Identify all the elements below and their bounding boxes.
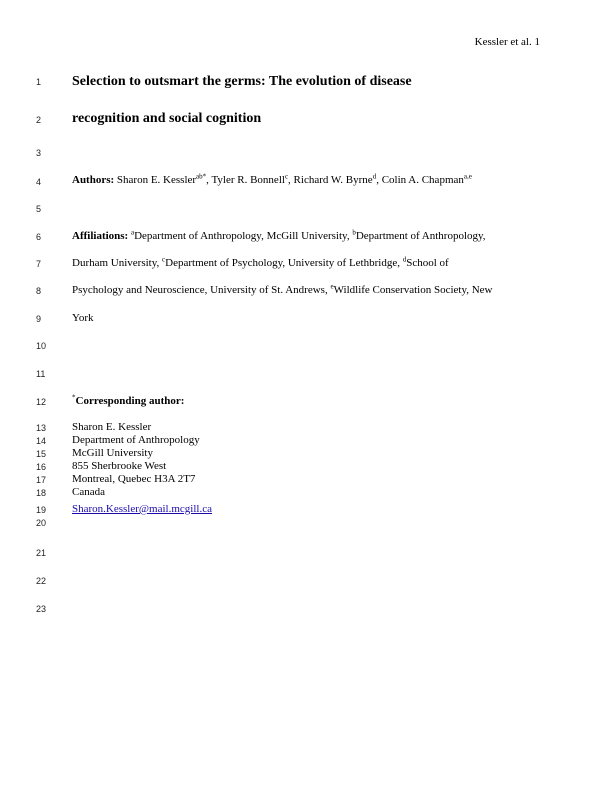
address-line: McGill University <box>72 447 153 459</box>
affiliation-mark: e <box>330 282 334 291</box>
corresponding-author-heading <box>72 395 184 407</box>
line-number: 10 <box>36 341 47 351</box>
affiliation-mark: a <box>130 228 135 237</box>
affiliation-text: Department of Anthropology, <box>355 230 486 242</box>
line-number: 6 <box>36 232 42 242</box>
address-line: Montreal, Quebec H3A 2T7 <box>72 473 196 485</box>
author-name: , Tyler R. Bonnell <box>206 174 285 186</box>
author-name: , Colin A. Chapman <box>376 174 464 186</box>
affiliation-mark: d <box>402 255 407 264</box>
affiliations-line-3 <box>72 284 493 296</box>
line-number: 16 <box>36 462 47 472</box>
affiliation-text: Wildlife Conservation Society, New <box>333 284 493 296</box>
line-number: 15 <box>36 449 47 459</box>
affiliation-text: Psychology and Neuroscience, University of St. Andrews, <box>72 284 331 296</box>
line-number: 11 <box>36 369 46 379</box>
line-number: 7 <box>36 259 42 269</box>
author-affiliation-mark: a,e <box>463 172 472 181</box>
affiliation-text: Durham University, <box>72 257 163 269</box>
line-number: 22 <box>36 576 47 586</box>
line-number: 21 <box>36 548 47 558</box>
authors-label: Authors: <box>72 174 115 186</box>
line-number: 1 <box>36 77 42 87</box>
corresponding-author-label: Corresponding author: <box>75 395 185 407</box>
line-number: 20 <box>36 518 47 528</box>
line-number: 8 <box>36 286 42 296</box>
affiliations-label: Affiliations: <box>72 230 129 242</box>
author-affiliation-mark: c <box>284 172 289 181</box>
line-number: 14 <box>36 436 47 446</box>
paper-title-line-1: Selection to outsmart the germs: The evolution of disease <box>72 74 412 89</box>
address-line: 855 Sherbrooke West <box>72 460 167 472</box>
line-number: 4 <box>36 177 42 187</box>
author-affiliation-mark: d <box>372 172 377 181</box>
address-line: Department of Anthropology <box>72 434 200 446</box>
running-head: Kessler et al. 1 <box>474 36 540 48</box>
corresponding-star: * <box>72 393 76 402</box>
paper-title-line-2: recognition and social cognition <box>72 111 262 126</box>
line-number: 9 <box>36 314 42 324</box>
address-line: Canada <box>72 486 105 498</box>
line-number: 19 <box>36 505 47 515</box>
affiliation-text: School of <box>406 257 449 269</box>
line-number: 17 <box>36 475 47 485</box>
author-name: , Richard W. Byrne <box>288 174 373 186</box>
line-number: 23 <box>36 604 47 614</box>
affiliations-line-2 <box>72 257 449 269</box>
email-line <box>72 503 212 515</box>
author-name: Sharon E. Kessler <box>114 174 197 186</box>
affiliations-line-4: York <box>72 312 94 324</box>
affiliation-mark: c <box>162 255 166 264</box>
affiliation-text: Department of Anthropology, McGill University, <box>134 230 353 242</box>
line-number: 18 <box>36 488 47 498</box>
authors-line <box>72 174 472 186</box>
line-number: 5 <box>36 204 42 214</box>
line-number: 12 <box>36 397 47 407</box>
author-affiliation-mark: ab* <box>196 172 207 181</box>
line-number: 13 <box>36 423 47 433</box>
affiliation-text: Department of Psychology, University of Lethbridge, <box>165 257 403 269</box>
line-number: 2 <box>36 115 42 125</box>
line-number: 3 <box>36 148 42 158</box>
affiliation-mark: b <box>352 228 356 237</box>
affiliations-line-1 <box>72 230 486 242</box>
email-link[interactable]: Sharon.Kessler@mail.mcgill.ca <box>72 503 212 515</box>
address-line: Sharon E. Kessler <box>72 421 152 433</box>
